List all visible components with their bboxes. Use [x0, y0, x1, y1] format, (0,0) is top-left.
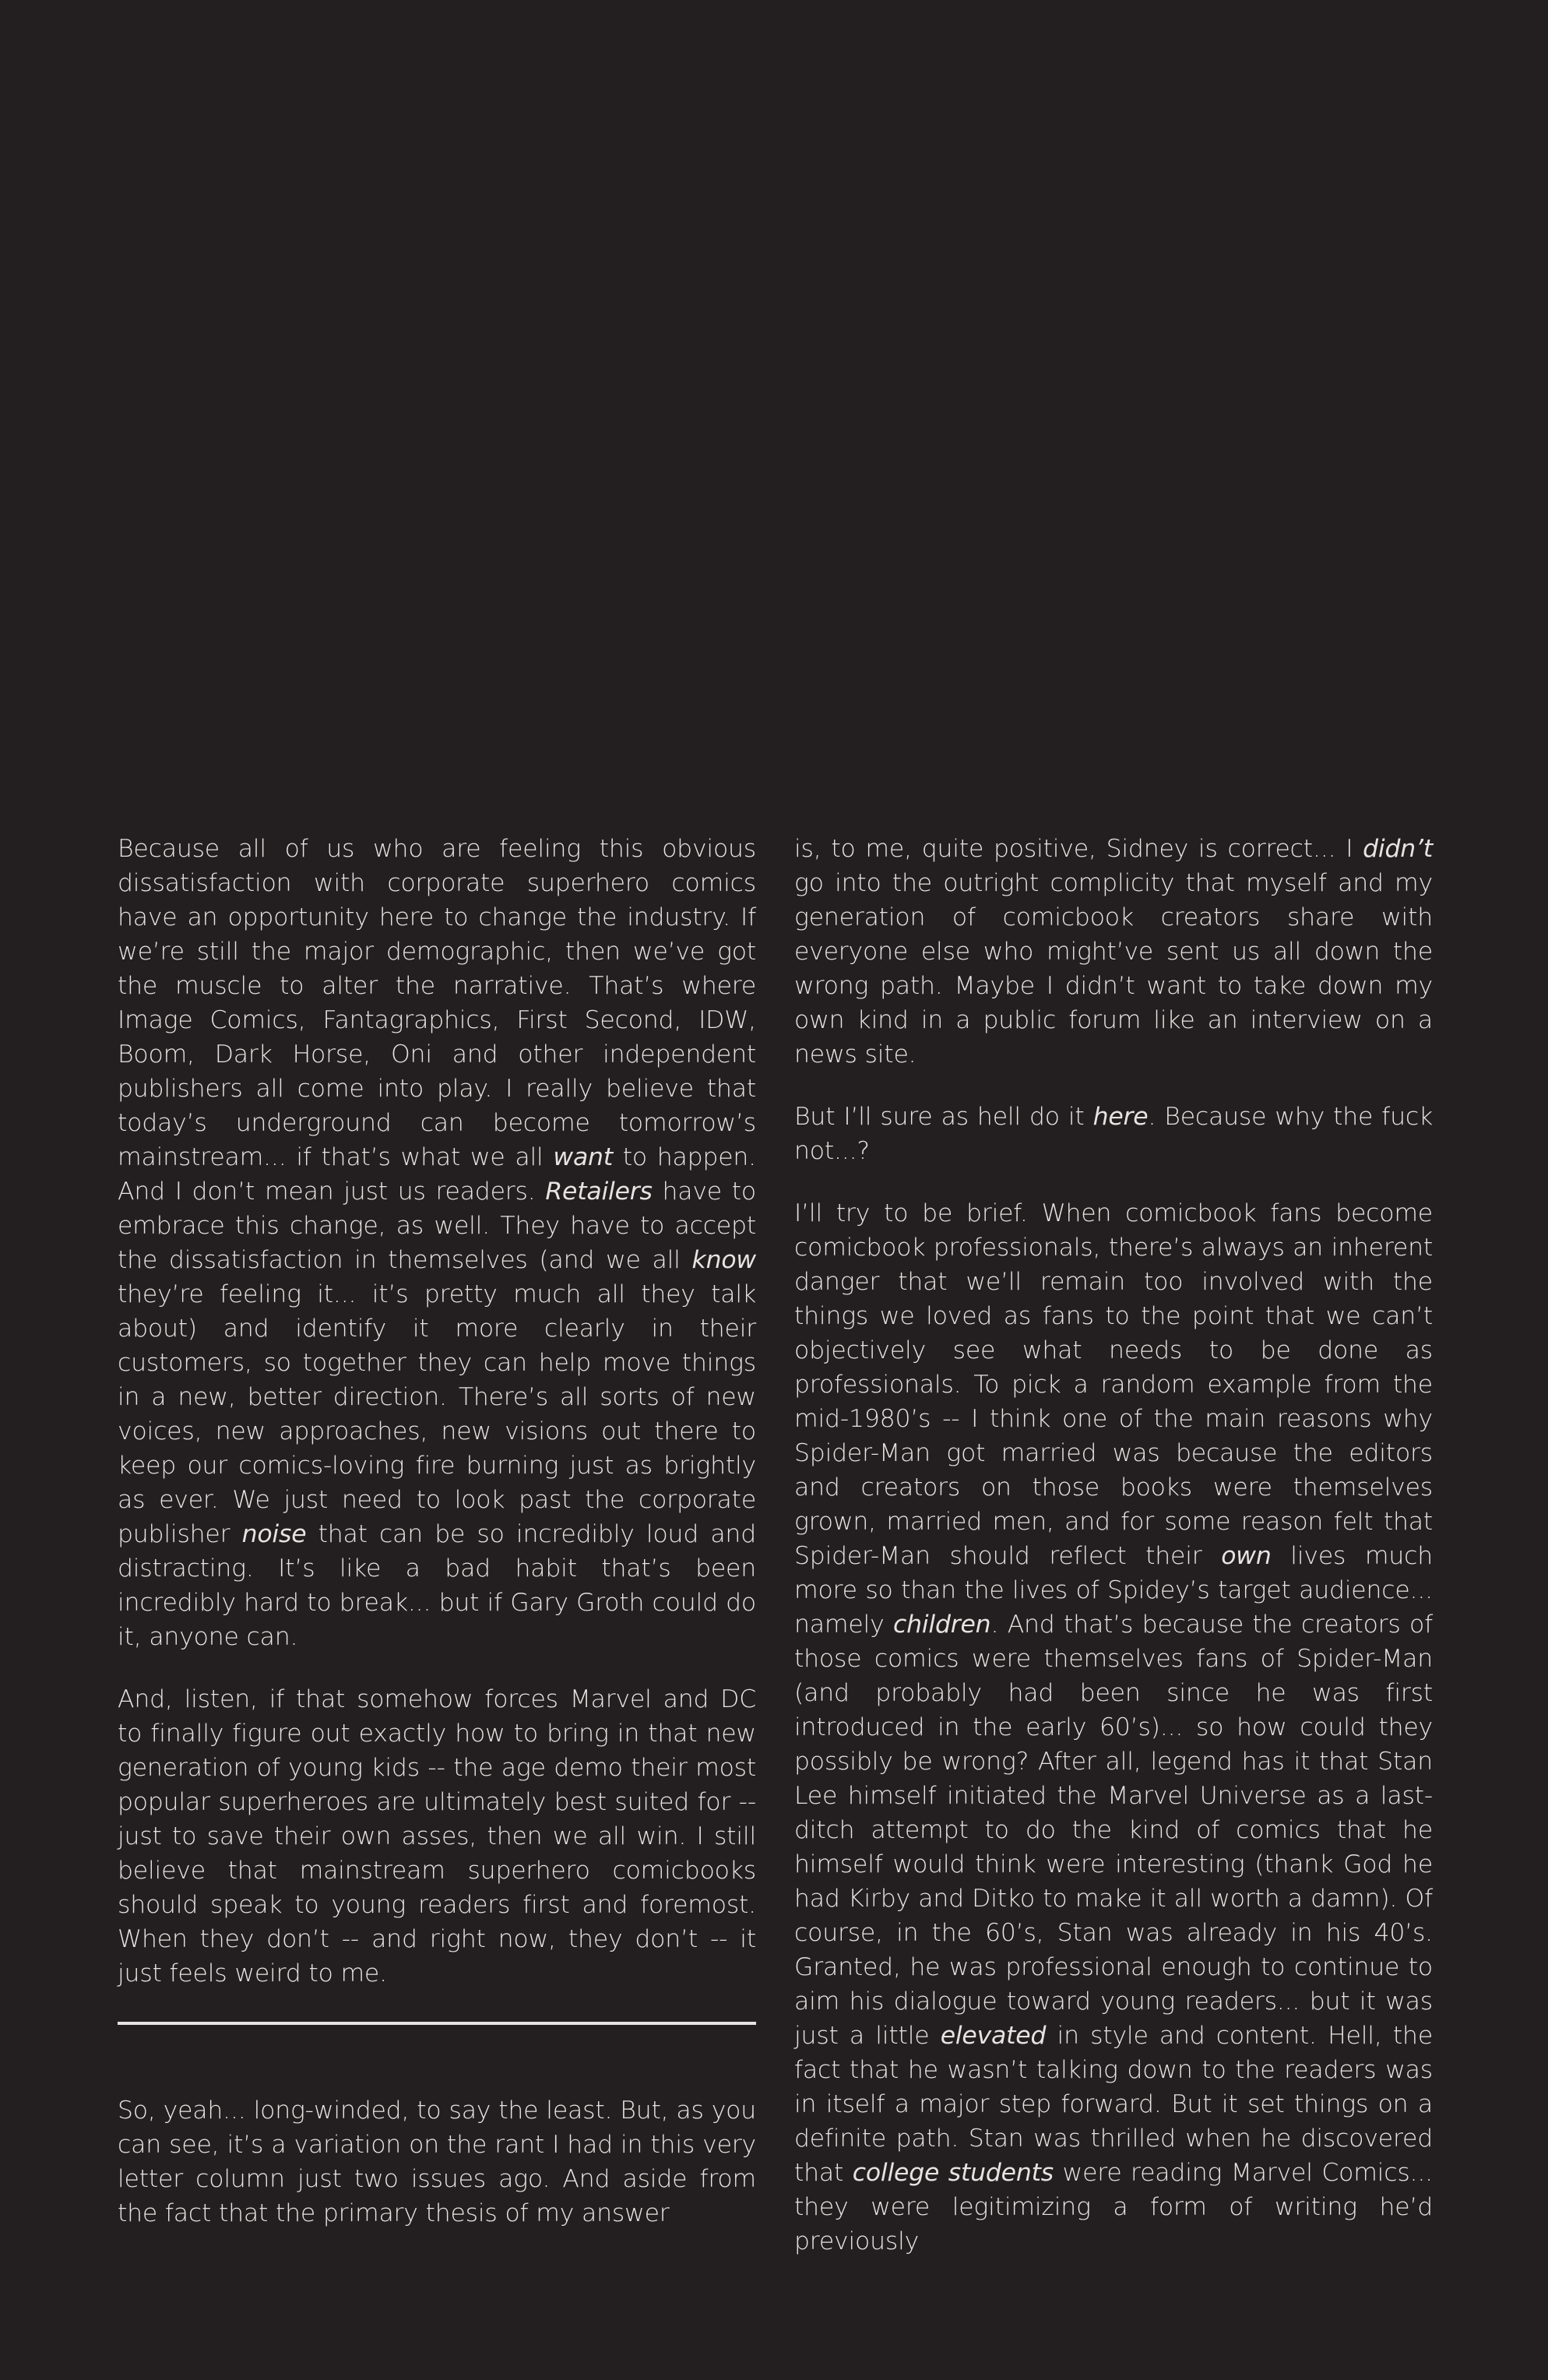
- left-paragraphs-after-divider: [118, 2093, 756, 2230]
- text-run: that can be so incredibly loud and distracting. It’s like a bad habit that’s been incredibly hard to break... but if Gary Groth could do it, anyone can.: [118, 1520, 756, 1651]
- right-column: [794, 832, 1433, 2259]
- emphasis-text: didn’t: [1363, 835, 1433, 863]
- emphasis-text: Retailers: [545, 1178, 653, 1206]
- text-run: Because all of us who are feeling this obvious dissatisfaction with corporate superhero comics have an opportunity here to change the industry. If we’re still the major demographic, then we’ve got the muscle to alter the narrative. That’s where Image Comics, Fantagraphics, First Second, IDW, Boom, Dark Horse, Oni and other independent publishers all come into play. I really believe that today’s underground can become tomorrow’s mainstream... if that’s what we all: [118, 835, 756, 1171]
- paragraph: [118, 2093, 756, 2230]
- section-divider: [118, 2022, 756, 2025]
- emphasis-text: elevated: [940, 2022, 1047, 2050]
- left-column: [118, 832, 756, 2230]
- text-run: . And that’s because the creators of those comics were themselves fans of Spider-Man (and probably had been since he was first introduced in the early 60’s)... so how could they possibly be wrong? After all, legend has it that Stan Lee himself initiated the Marvel Universe as a last-ditch attempt to do the kind of comics that he himself would think were interesting (thank God he had Kirby and Ditko to make it all worth a damn). Of course, in the 60’s, Stan was already in his 40’s. Granted, he was professional enough to continue to aim his dialogue toward young readers... but it was just a little: [794, 1611, 1433, 2050]
- text-run: lives much more so than the lives of Spidey’s target audience... namely: [794, 1542, 1433, 1639]
- emphasis-text: children: [892, 1611, 991, 1639]
- paragraph: [118, 1682, 756, 1991]
- text-run: have to embrace this change, as well. They have to accept the dissatisfaction in themselves (and we all: [118, 1178, 756, 1274]
- text-run: were reading Marvel Comics... they were legitimizing a form of writing he’d previously: [794, 2159, 1433, 2255]
- right-paragraphs: [794, 832, 1433, 2259]
- left-paragraphs: [118, 832, 756, 1991]
- text-run: to happen. And I don’t mean just us readers.: [118, 1143, 756, 1206]
- text-run: go into the outright complicity that myself and my generation of comicbook creators share with everyone else who might’ve sent us all down the wrong path. Maybe I didn’t want to take down my own kind in a public forum like an interview on a news site.: [794, 869, 1433, 1069]
- emphasis-text: want: [553, 1143, 613, 1171]
- paragraph: [794, 1196, 1433, 2259]
- text-run: in style and content. Hell, the fact that he wasn’t talking down to the readers was in itself a major step forward. But it set things on a definite path. Stan was thrilled when he discovered that: [794, 2022, 1434, 2187]
- paragraph: [794, 1100, 1433, 1168]
- text-run: . Because why the fuck not...?: [794, 1103, 1433, 1165]
- emphasis-text: noise: [241, 1520, 307, 1548]
- text-run: And, listen, if that somehow forces Marvel and DC to finally figure out exactly how to bring in that new generation of young kids -- the age demo their most popular superheroes are ultimately best suited for -- just to save their own asses, then we all win. I still believe that mainstream superhero comicbooks should speak to young readers first and foremost. When they don’t -- and right now, they don’t -- it just feels weird to me.: [118, 1685, 756, 1987]
- text-run: But I’ll sure as hell do it: [794, 1103, 1093, 1131]
- paragraph: [794, 832, 1433, 1072]
- text-run: I’ll try to be brief. When comicbook fans become comicbook professionals, there’s always an inherent danger that we’ll remain too involved with the things we loved as fans to the point that we can’t objectively see what needs to be done as professionals. To pick a random example from the mid-1980’s -- I think one of the main reasons why Spider-Man got married was because the editors and creators on those books were themselves grown, married men, and for some reason felt that Spider-Man should reflect their: [794, 1199, 1433, 1570]
- emphasis-text: here: [1092, 1103, 1149, 1131]
- text-run: they’re feeling it... it’s pretty much all they talk about) and identify it more clearly in their customers, so together they can help move things in a new, better direction. There’s all sorts of new voices, new approaches, new visions out there to keep our comics-loving fire burning just as brightly as ever. We just need to look past the corporate publisher: [118, 1280, 756, 1548]
- text-run: So, yeah... long-winded, to say the least. But, as you can see, it’s a variation on the rant I had in this very letter column just two issues ago. And aside from the fact that the primary thesis of my answer: [118, 2097, 756, 2227]
- text-run: is, to me, quite positive, Sidney is correct... I: [794, 835, 1363, 863]
- emphasis-text: know: [691, 1246, 756, 1274]
- paragraph: [118, 832, 756, 1654]
- emphasis-text: own: [1221, 1542, 1272, 1570]
- emphasis-text: college students: [852, 2159, 1054, 2187]
